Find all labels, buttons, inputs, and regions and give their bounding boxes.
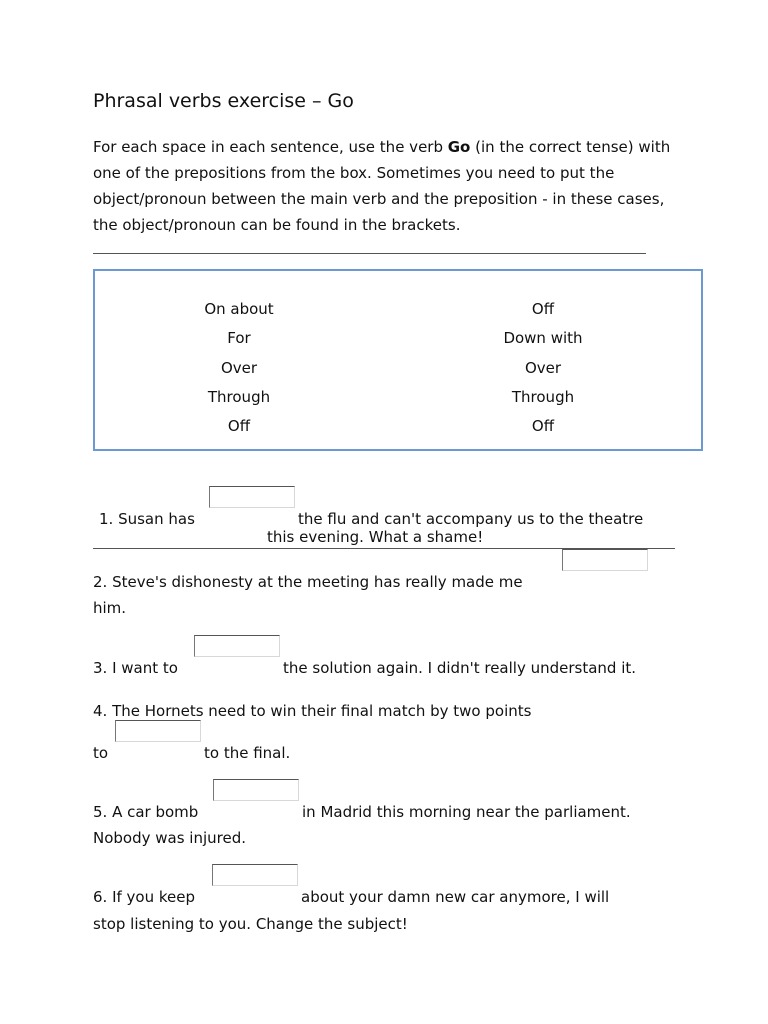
preposition-column-right <box>443 295 643 441</box>
sentence-5-start: 5. A car bomb <box>93 803 199 821</box>
sentence-1-start: 1. Susan has <box>99 510 195 528</box>
preposition-item: Through <box>511 387 575 406</box>
preposition-item: Off <box>227 417 251 436</box>
page-title: Phrasal verbs exercise – Go <box>93 90 354 112</box>
answer-input-1[interactable] <box>209 486 295 508</box>
sentence-2-start: 2. Steve's dishonesty at the meeting has really made me <box>93 573 523 591</box>
sentence-6-start: 6. If you keep <box>93 888 196 906</box>
sentence-4-middle: to <box>93 744 109 762</box>
answer-input-4[interactable] <box>115 720 201 742</box>
instructions-text-2: (in the correct tense) with one of the prepositions from the box. Sometimes you need to put the object/pronoun between the main verb and the preposition - in these cases, the object/pronoun can be found in the brackets. <box>93 138 671 234</box>
sentence-4-end: to the final. <box>204 744 291 762</box>
preposition-column-left <box>139 295 339 441</box>
sentence-6-end: stop listening to you. Change the subject! <box>93 915 408 933</box>
sentence-3-end: the solution again. I didn't really understand it. <box>283 659 637 677</box>
instructions-verb: Go <box>447 138 471 156</box>
sentence-5-end: Nobody was injured. <box>93 829 247 847</box>
preposition-item: Over <box>220 358 258 377</box>
sentence-1-end: this evening. What a shame! <box>267 528 484 546</box>
preposition-item: Over <box>524 358 562 377</box>
preposition-item: Off <box>531 300 555 318</box>
answer-input-5[interactable] <box>213 779 299 801</box>
divider <box>93 253 646 254</box>
preposition-item: On about <box>204 300 274 318</box>
instructions <box>93 134 683 238</box>
preposition-item: Through <box>207 387 271 406</box>
preposition-item: For <box>227 329 251 348</box>
sentence-6-middle: about your damn new car anymore, I will <box>301 888 610 906</box>
answer-input-3[interactable] <box>194 635 280 657</box>
preposition-box <box>93 269 703 451</box>
sentence-2-end: him. <box>93 599 127 617</box>
sentence-4-start: 4. The Hornets need to win their final match by two points <box>93 702 532 720</box>
sentence-1-middle: the flu and can't accompany us to the theatre <box>298 510 644 528</box>
answer-input-6[interactable] <box>212 864 298 886</box>
sentence-5-middle: in Madrid this morning near the parliament. <box>302 803 631 821</box>
preposition-item: Down with <box>503 329 583 348</box>
instructions-text-1: For each space in each sentence, use the verb <box>93 138 448 156</box>
sentence-3-start: 3. I want to <box>93 659 178 677</box>
preposition-item: Off <box>531 417 555 436</box>
answer-input-2[interactable] <box>562 549 648 571</box>
